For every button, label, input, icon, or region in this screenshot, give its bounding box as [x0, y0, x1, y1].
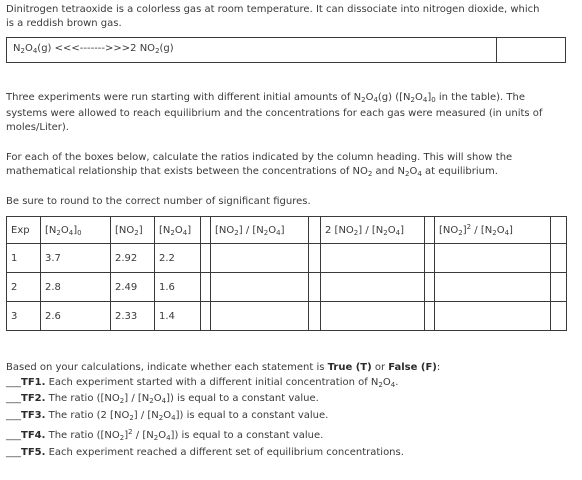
cell-no2: 2.49: [111, 273, 155, 302]
header-n2o4: $[N_2O_4]$: [155, 217, 201, 244]
tf-blank[interactable]: ___: [6, 410, 21, 421]
cell-initial-n2o4: 3.7: [41, 244, 111, 273]
header-ratio-1: $[NO_2] / [N_2O_4]$: [211, 217, 309, 244]
instructions-line-2: mathematical relationship that exists between the concentrations of $NO_2$ and $N_2O_4$ at equilibrium.: [6, 166, 498, 178]
cell-exp: 3: [7, 302, 41, 331]
tf-statement-3: ___TF3. The ratio (2 $[NO_2] / [N_2O_4]$) is equal to a constant value.: [6, 410, 329, 422]
cell-initial-n2o4: 2.6: [41, 302, 111, 331]
cell-spacer: [201, 273, 211, 302]
tf-statement-4: ___TF4. The ratio $([NO_2]^2 / [N_2O_4])$ is equal to a constant value.: [6, 428, 324, 442]
answer-ratio-2[interactable]: [321, 302, 425, 331]
cell-n2o4: 1.4: [155, 302, 201, 331]
cell-exp: 1: [7, 244, 41, 273]
tf-statement-2: ___TF2. The ratio $([NO_2] / [N_2O_4])$ is equal to a constant value.: [6, 393, 319, 405]
cell-spacer: [551, 273, 567, 302]
cell-n2o4: 1.6: [155, 273, 201, 302]
tf-statement-1: ___TF1. Each experiment started with a different initial concentration of $N_2O_4$.: [6, 377, 399, 389]
cell-spacer: [425, 273, 435, 302]
header-spacer: [425, 217, 435, 244]
cell-spacer: [551, 302, 567, 331]
answer-ratio-3[interactable]: [435, 244, 551, 273]
cell-spacer: [551, 244, 567, 273]
experiment-table: [6, 216, 567, 331]
answer-ratio-3[interactable]: [435, 273, 551, 302]
header-initial-n2o4: $[N_2O_4]_0$: [41, 217, 111, 244]
equation-box-divider: [496, 38, 497, 62]
header-exp: Exp: [7, 217, 41, 244]
cell-spacer: [309, 273, 321, 302]
intro-line-2: is a reddish brown gas.: [6, 18, 122, 29]
header-spacer: [551, 217, 567, 244]
answer-ratio-1[interactable]: [211, 302, 309, 331]
experiments-line-3: moles/Liter).: [6, 122, 69, 133]
cell-no2: 2.33: [111, 302, 155, 331]
instructions-line-1: For each of the boxes below, calculate the ratios indicated by the column heading. This will show the: [6, 152, 513, 163]
cell-spacer: [425, 244, 435, 273]
table-header-row: [7, 217, 567, 244]
header-ratio-2: 2 $[NO_2] / [N_2O_4]$: [321, 217, 425, 244]
experiments-line-1: Three experiments were run starting with different initial amounts of $N_2O_4(g)$ ($[N_2O_4]_0$ in the table). The: [6, 92, 525, 104]
cell-n2o4: 2.2: [155, 244, 201, 273]
equation-box: [6, 37, 566, 63]
answer-ratio-2[interactable]: [321, 273, 425, 302]
header-ratio-3: $[NO_2]^2 / [N_2O_4]$: [435, 217, 551, 244]
tf-blank[interactable]: ___: [6, 393, 21, 404]
cell-spacer: [309, 302, 321, 331]
answer-ratio-1[interactable]: [211, 273, 309, 302]
answer-ratio-2[interactable]: [321, 244, 425, 273]
equation-text: $N_2O_4(g) <<<------->>>2$ $NO_2(g)$: [13, 43, 174, 55]
tf-intro: Based on your calculations, indicate whether each statement is True (T) or False (F):: [6, 362, 441, 373]
table-row: [7, 273, 567, 302]
header-no2: $[NO_2]$: [111, 217, 155, 244]
tf-blank[interactable]: ___: [6, 377, 21, 388]
tf-blank[interactable]: ___: [6, 430, 21, 441]
tf-statement-5: ___TF5. Each experiment reached a different set of equilibrium concentrations.: [6, 447, 404, 458]
round-note: Be sure to round to the correct number of significant figures.: [6, 196, 311, 207]
cell-initial-n2o4: 2.8: [41, 273, 111, 302]
cell-spacer: [201, 302, 211, 331]
cell-no2: 2.92: [111, 244, 155, 273]
cell-spacer: [309, 244, 321, 273]
experiments-line-2: systems were allowed to reach equilibrium and the concentrations for each gas were measured (in units of: [6, 108, 543, 119]
intro-line-1: Dinitrogen tetraoxide is a colorless gas at room temperature. It can dissociate into nitrogen dioxide, which: [6, 4, 540, 15]
cell-spacer: [201, 244, 211, 273]
tf-blank[interactable]: ___: [6, 447, 21, 458]
header-spacer: [309, 217, 321, 244]
cell-spacer: [425, 302, 435, 331]
cell-exp: 2: [7, 273, 41, 302]
table-row: [7, 244, 567, 273]
answer-ratio-3[interactable]: [435, 302, 551, 331]
header-spacer: [201, 217, 211, 244]
table-row: [7, 302, 567, 331]
answer-ratio-1[interactable]: [211, 244, 309, 273]
